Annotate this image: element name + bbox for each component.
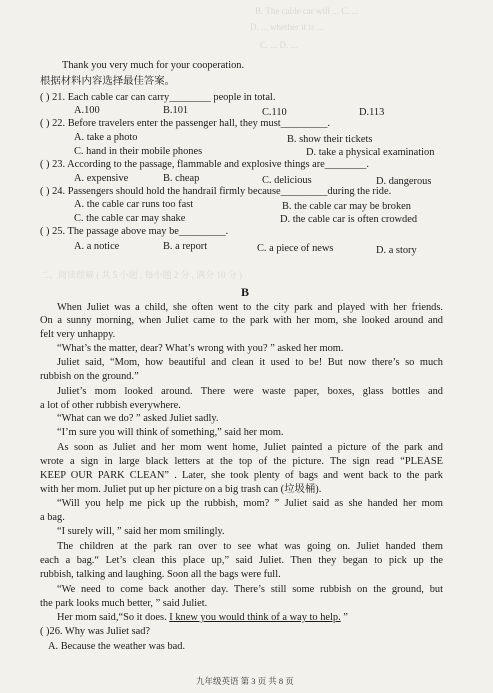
q25-option-c: C. a piece of news (257, 243, 334, 254)
passage-line: rubbish on the ground.” (40, 371, 139, 382)
q21-option-a: A.100 (74, 105, 100, 116)
passage-line: “What’s the matter, dear? What’s wrong with you? ” asked her mom. (57, 343, 344, 354)
passage-line: the park looks much better, ” said Juliet. (40, 598, 208, 609)
q22-option-b: B. show their tickets (287, 134, 373, 145)
show-through-text: B. The cable car will ... C. ... (255, 6, 359, 16)
passage-line: “I surely will, ” said her mom smilingly. (57, 526, 225, 537)
passage-line: wrote a sign in large black letters at the top of the picture. The sign read “PLEASE (40, 456, 443, 467)
section-b-heading: B (241, 285, 250, 299)
q21-option-c: C.110 (262, 107, 287, 118)
page-footer: 九年级英语 第 3 页 共 8 页 (196, 676, 294, 686)
passage-line: When Juliet was a child, she often went to the city park and played with her friends. (57, 302, 443, 313)
show-through-text: 二、阅读理解 ( 共 5 小题 ; 每小题 2 分 , 满分 10 分 ) (40, 270, 242, 280)
q24-option-a: A. the cable car runs too fast (74, 199, 194, 210)
question-21: ( ) 21. Each cable car can carry________ people in total. (40, 92, 276, 103)
passage-line: “What can we do? ” asked Juliet sadly. (57, 413, 219, 424)
instruction-line: 根据材料内容选择最佳答案。 (40, 76, 176, 87)
q23-option-a: A. expensive (74, 173, 129, 184)
q25-option-d: D. a story (376, 245, 417, 256)
passage-line: Juliet said, “Mom, how beautiful and clean it used to be! But now there’s so much (57, 357, 443, 368)
passage-line: The children at the park ran over to see what was going on. Juliet handed them (57, 541, 443, 552)
question-26: ( )26. Why was Juliet sad? (40, 626, 151, 637)
passage-text: ” (340, 612, 348, 623)
passage-text: Her mom said,“So it does. (57, 612, 170, 623)
question-25: ( ) 25. The passage above may be_________. (40, 226, 229, 237)
q23-option-d: D. dangerous (376, 176, 432, 187)
passage-line: “Will you help me pick up the rubbish, mom? ” Juliet said as she handed her mom (57, 498, 443, 509)
passage-line: a lot of other rubbish everywhere. (40, 400, 181, 411)
show-through-text: C. ... D. ... (260, 40, 298, 50)
q24-option-d: D. the cable car is often crowded (280, 214, 418, 225)
q22-option-d: D. take a physical examination (306, 147, 435, 158)
underlined-sentence: I knew you would think of a way to help. (169, 612, 341, 623)
q26-option-a: A. Because the weather was bad. (48, 641, 186, 652)
q22-option-c: C. hand in their mobile phones (74, 146, 203, 157)
q24-option-c: C. the cable car may shake (74, 213, 186, 224)
passage-line: with her mom. Juliet put up her picture on a big trash can (垃圾桶). (40, 484, 322, 495)
q24-option-b: B. the cable car may be broken (282, 201, 411, 212)
passage-line: KEEP OUR PARK CLEAN” . Later, she took plenty of bags and went back to the park (40, 470, 443, 481)
passage-line: As soon as Juliet and her mom went home, Juliet painted a picture of the park and (57, 442, 443, 453)
q22-option-a: A. take a photo (74, 132, 138, 143)
q23-option-b: B. cheap (163, 173, 200, 184)
q21-option-b: B.101 (163, 105, 189, 116)
question-23: ( ) 23. According to the passage, flammable and explosive things are________. (40, 159, 369, 170)
q25-option-a: A. a notice (74, 241, 120, 252)
passage-line: felt very unhappy. (40, 329, 116, 340)
passage-line: On a sunny morning, when Juliet came to the park with her mom, she looked around and (40, 315, 443, 326)
q23-option-c: C. delicious (262, 175, 312, 186)
show-through-text: D. ... whether it is ... (250, 22, 324, 32)
question-24: ( ) 24. Passengers should hold the handrail firmly because_________during the ride. (40, 186, 392, 197)
passage-line: “We need to come back another day. There’s still some rubbish on the ground, but (57, 584, 443, 595)
passage-line: each a bag.“ Let’s clean this place up,” said Juliet. Then they began to pick up the (40, 555, 443, 566)
thanks-line: Thank you very much for your cooperation. (62, 60, 245, 71)
passage-line (57, 611, 348, 624)
q25-option-b: B. a report (163, 241, 208, 252)
passage-line: a bag. (40, 512, 65, 523)
passage-line: Juliet’s mom looked around. There were waste paper, boxes, glass bottles and (57, 386, 443, 397)
passage-line: “I’m sure you will think of something,” said her mom. (57, 427, 284, 438)
q21-option-d: D.113 (359, 107, 385, 118)
question-22: ( ) 22. Before travelers enter the passenger hall, they must_________. (40, 118, 330, 129)
passage-line: rubbish, talking and laughing. Soon all the bags were full. (40, 569, 281, 580)
